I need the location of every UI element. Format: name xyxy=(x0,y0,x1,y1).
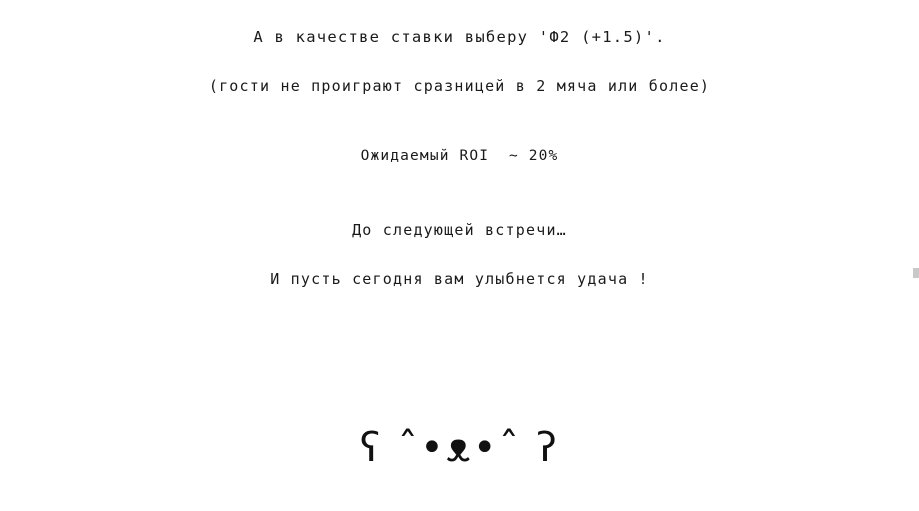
bet-selection-line: А в качестве ставки выберу 'Ф2 (+1.5)'. xyxy=(253,28,666,46)
bet-explanation-line: (гости не проиграют сразницей в 2 мяча или более) xyxy=(208,77,711,95)
scrollbar-edge-marker xyxy=(913,268,919,278)
bear-face-emoticon: ʕ ˆ•ᴥ•ˆ ʔ xyxy=(359,425,560,471)
good-luck-line: И пусть сегодня вам улыбнется удача ! xyxy=(270,270,649,288)
farewell-line: До следующей встречи… xyxy=(352,221,567,239)
expected-roi-line: Ожидаемый ROI ~ 20% xyxy=(360,148,559,164)
